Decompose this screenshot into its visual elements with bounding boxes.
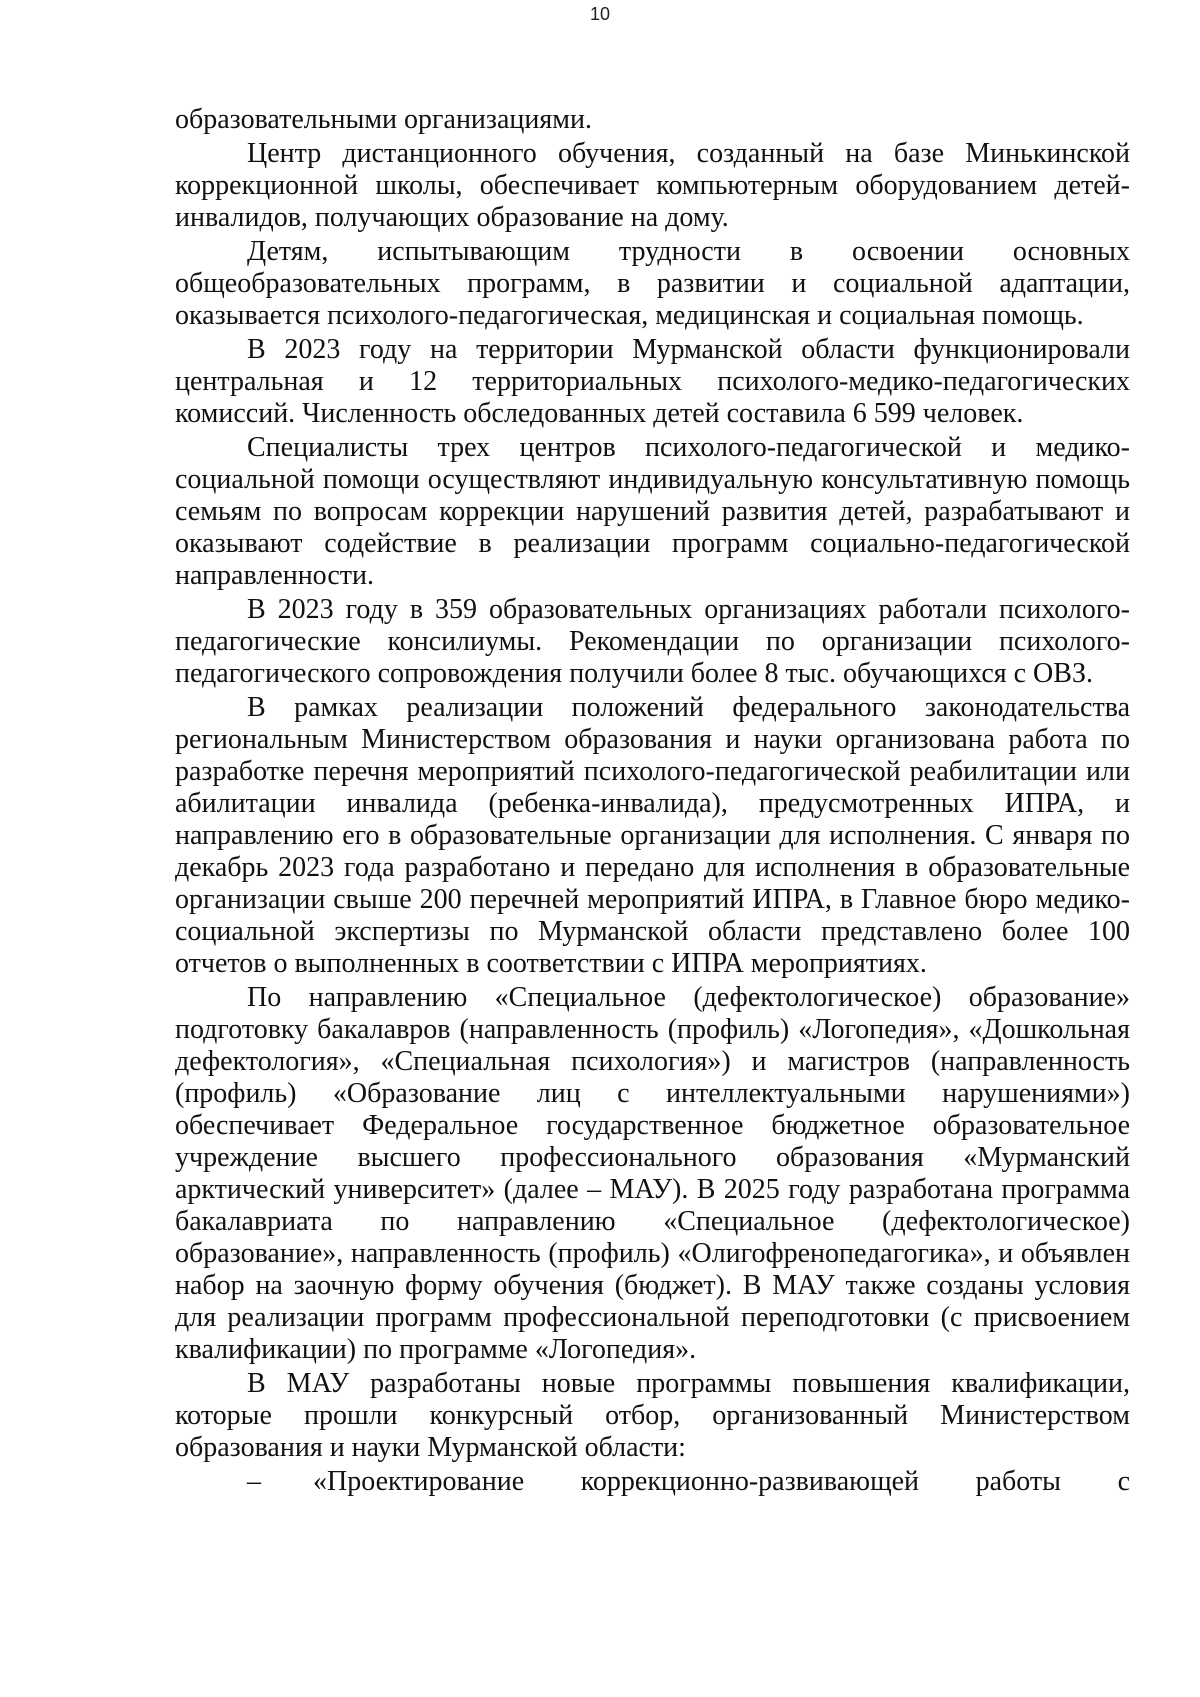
paragraph-distance-learning-center: Центр дистанционного обучения, созданный на базе Минькинской коррекционной школы, обеспечивает компьютерным оборудованием детей-инвалидов, получающих образование на дому. (175, 138, 1130, 233)
paragraph-pmpk-commissions: В 2023 году на территории Мурманской области функционировали центральная и 12 территориальных психолого-медико-педагогических комиссий. Численность обследованных детей составила 6 599 человек. (175, 334, 1130, 429)
paragraph-special-education-training: По направлению «Специальное (дефектологическое) образование» подготовку бакалавров (направленность (профиль) «Логопедия», «Дошкольная дефектология», «Специальная психология») и магистров (направленность (профиль) «Образование лиц с интеллектуальными нарушениями») обеспечивает Федеральное государственное бюджетное образовательное учреждение высшего профессионального образования «Мурманский арктический университет» (далее – МАУ). В 2025 году разработана программа бакалавриата по направлению «Специальное (дефектологическое) образование», направленность (профиль) «Олигофренопедагогика», и объявлен набор на заочную форму обучения (бюджет). В МАУ также созданы условия для реализации программ профессиональной переподготовки (с присвоением квалификации) по программе «Логопедия». (175, 982, 1130, 1365)
list-item (175, 1466, 1130, 1498)
list-item-text: «Проектирование коррекционно-развивающей работы с (313, 1466, 1130, 1497)
paragraph-continuation: образовательными организациями. (175, 104, 592, 135)
document-body (175, 104, 1130, 1498)
paragraph-psychological-help: Детям, испытывающим трудности в освоении основных общеобразовательных программ, в развитии и социальной адаптации, оказывается психолого-педагогическая, медицинская и социальная помощь. (175, 236, 1130, 331)
paragraph-consiliums: В 2023 году в 359 образовательных организациях работали психолого-педагогические консилиумы. Рекомендации по организации психолого-педагогического сопровождения получили более 8 тыс. обучающихся с ОВЗ. (175, 594, 1130, 689)
list-dash-marker: – (247, 1466, 261, 1497)
paragraph-specialists-centers: Специалисты трех центров психолого-педагогической и медико-социальной помощи осуществляют индивидуальную консультативную помощь семьям по вопросам коррекции нарушений развития детей, разрабатывают и оказывают содействие в реализации программ социально-педагогической направленности. (175, 432, 1130, 591)
page-number: 10 (589, 4, 611, 24)
paragraph-new-programs: В МАУ разработаны новые программы повышения квалификации, которые прошли конкурсный отбор, организованный Министерством образования и науки Мурманской области: (175, 1368, 1130, 1463)
paragraph-ipra: В рамках реализации положений федерального законодательства региональным Министерством образования и науки организована работа по разработке перечня мероприятий психолого-педагогической реабилитации или абилитации инвалида (ребенка-инвалида), предусмотренных ИПРА, и направлению его в образовательные организации для исполнения. С января по декабрь 2023 года разработано и передано для исполнения в образовательные организации свыше 200 перечней мероприятий ИПРА, в Главное бюро медико-социальной экспертизы по Мурманской области представлено более 100 отчетов о выполненных в соответствии с ИПРА мероприятиях. (175, 692, 1130, 979)
